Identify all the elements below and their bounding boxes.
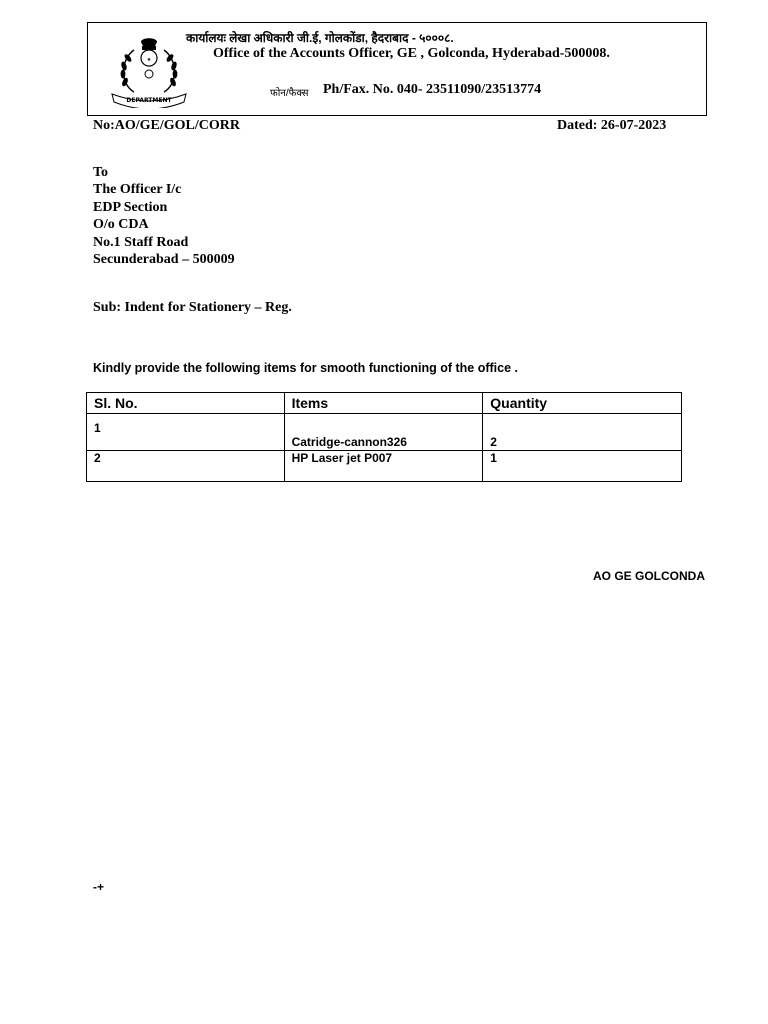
signature-block: AO GE GOLCONDA [593, 569, 706, 583]
column-header: Quantity [483, 393, 682, 414]
recipient-line: O/o CDA [93, 217, 149, 232]
quantity-cell: 2 [483, 414, 682, 451]
serial-cell: 1 [87, 414, 285, 451]
item-cell: HP Laser jet P007 [284, 451, 483, 482]
table-row [87, 451, 682, 482]
recipient-line: The Officer I/c [93, 182, 182, 197]
recipient-line: EDP Section [93, 200, 168, 215]
letter-date: Dated: 26-07-2023 [557, 118, 667, 133]
table-row [87, 414, 682, 451]
recipient-line: Secunderabad – 500009 [93, 252, 235, 267]
column-header: Sl. No. [87, 393, 285, 414]
hindi-office-address: कार्यालयः लेखा अधिकारी जी.ई, गोलकोंडा, हैदराबाद - ५०००८. [186, 31, 454, 45]
recipient-line: To [93, 165, 109, 180]
svg-text:★: ★ [146, 57, 152, 63]
reference-number: No:AO/GE/GOL/CORR [93, 118, 241, 133]
recipient-line: No.1 Staff Road [93, 235, 189, 250]
items-table [86, 392, 682, 482]
phone-fax-number: Ph/Fax. No. 040- 23511090/23513774 [323, 82, 542, 97]
serial-cell: 2 [87, 451, 285, 482]
svg-text:DEPARTMENT: DEPARTMENT [126, 97, 172, 104]
phone-prefix-hindi: फोन/फैक्स [270, 88, 309, 99]
subject-line: Sub: Indent for Stationery – Reg. [93, 300, 292, 315]
table-header-row [87, 393, 682, 414]
office-title: Office of the Accounts Officer, GE , Golconda, Hyderabad-500008. [213, 46, 610, 61]
emblem-logo [108, 36, 190, 108]
footer-mark: -+ [93, 880, 105, 894]
column-header: Items [284, 393, 483, 414]
item-cell: Catridge-cannon326 [284, 414, 483, 451]
quantity-cell: 1 [483, 451, 682, 482]
intro-text: Kindly provide the following items for smooth functioning of the office . [93, 361, 518, 375]
